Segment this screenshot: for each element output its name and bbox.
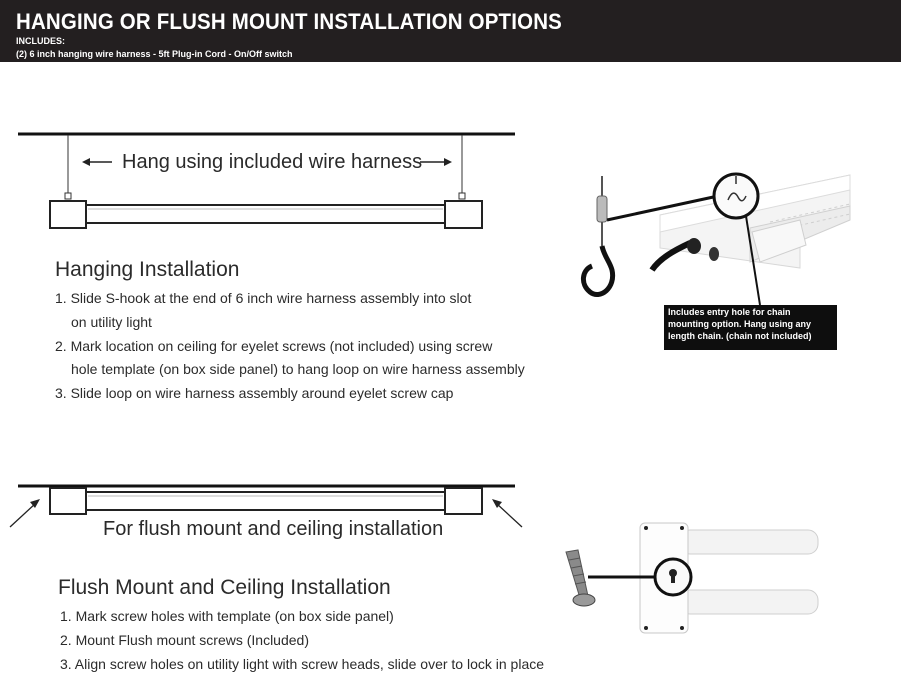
switch-icon	[709, 247, 719, 261]
page-title: HANGING OR FLUSH MOUNT INSTALLATION OPTIONS	[16, 9, 562, 34]
hanging-diagram	[18, 134, 515, 228]
callout-line: mounting option. Hang using any	[668, 319, 811, 329]
arrow-right-icon	[444, 158, 452, 166]
callout-line: Includes entry hole for chain	[668, 307, 791, 317]
flush-photo-illustration	[566, 523, 818, 633]
includes-text: (2) 6 inch hanging wire harness - 5ft Plug-in Cord - On/Off switch	[16, 49, 293, 59]
callout-line: length chain. (chain not included)	[668, 331, 812, 341]
flush-diagram-label: For flush mount and ceiling installation	[103, 518, 444, 540]
s-hook-icon	[583, 246, 612, 295]
hang-diagram-label: Hang using included wire harness	[122, 151, 423, 173]
flush-step: 2. Mount Flush mount screws (Included)	[60, 632, 309, 648]
hanging-section-title: Hanging Installation	[55, 258, 240, 281]
end-cap-left	[50, 201, 86, 228]
flush-section-title: Flush Mount and Ceiling Installation	[58, 576, 391, 599]
flush-step: 1. Mark screw holes with template (on box side panel)	[60, 608, 394, 624]
hanging-step: on utility light	[71, 314, 152, 330]
flush-step: 3. Align screw holes on utility light with screw heads, slide over to lock in place	[60, 656, 545, 672]
hanging-step: 3. Slide loop on wire harness assembly around eyelet screw cap	[55, 385, 454, 401]
hanging-step: hole template (on box side panel) to hang loop on wire harness assembly	[71, 361, 525, 377]
end-cap-right	[445, 201, 482, 228]
chain-callout	[664, 305, 837, 350]
light-tube	[86, 205, 445, 223]
arrow-left-icon	[82, 158, 90, 166]
hanging-step: 1. Slide S-hook at the end of 6 inch wire harness assembly into slot	[55, 290, 472, 306]
hanging-step: 2. Mark location on ceiling for eyelet screws (not included) using screw	[55, 338, 493, 354]
wire-crimp	[597, 196, 607, 222]
includes-label: INCLUDES:	[16, 36, 65, 46]
hanging-photo-illustration	[583, 174, 850, 305]
